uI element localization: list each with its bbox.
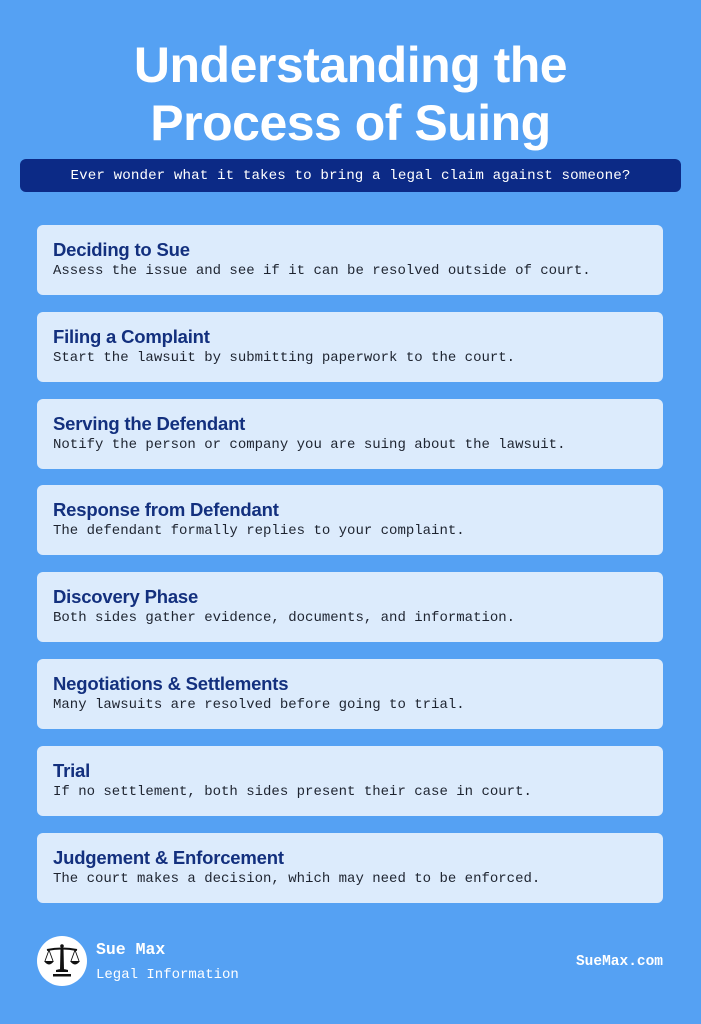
subtitle-banner (20, 159, 681, 192)
page-title (0, 36, 701, 152)
step-title: Judgement & Enforcement (53, 846, 284, 868)
brand-tagline: Legal Information (96, 967, 239, 983)
step-title: Discovery Phase (53, 586, 199, 608)
scales-of-justice-icon (42, 941, 82, 981)
step-description: If no settlement, both sides present their case in court. (53, 783, 532, 800)
steps-list (37, 225, 663, 919)
subtitle-text: Ever wonder what it takes to bring a legal claim against someone? (70, 167, 631, 184)
step-description: Start the lawsuit by submitting paperwork to the court. (53, 349, 516, 366)
website-link[interactable]: SueMax.com (575, 954, 663, 970)
step-card-trial (37, 746, 663, 816)
step-description: The defendant formally replies to your complaint. (53, 523, 465, 540)
step-title: Response from Defendant (53, 499, 279, 521)
step-card-discovery-phase (37, 572, 663, 642)
step-card-filing-a-complaint (37, 312, 663, 382)
step-card-judgement-enforcement (37, 833, 663, 903)
step-description: Assess the issue and see if it can be resolved outside of court. (53, 263, 591, 279)
step-card-serving-the-defendant (37, 399, 663, 469)
step-description: Notify the person or company you are suing about the lawsuit. (53, 436, 566, 453)
title-line-1: Understanding the (133, 37, 568, 93)
step-description: The court makes a decision, which may need to be enforced. (53, 870, 541, 887)
step-title: Serving the Defendant (53, 412, 246, 434)
step-card-deciding-to-sue (37, 225, 663, 295)
brand-name: Sue Max (96, 940, 166, 959)
step-title: Deciding to Sue (53, 239, 190, 260)
brand-logo (37, 936, 87, 986)
step-description: Many lawsuits are resolved before going to trial. (53, 696, 465, 713)
step-description: Both sides gather evidence, documents, and information. (53, 610, 516, 627)
step-card-response-from-defendant (37, 485, 663, 555)
title-line-2: Process of Suing (150, 95, 551, 151)
step-card-negotiations-settlements (37, 659, 663, 729)
step-title: Filing a Complaint (53, 325, 210, 347)
step-title: Negotiations & Settlements (53, 672, 289, 694)
step-title: Trial (53, 759, 91, 781)
